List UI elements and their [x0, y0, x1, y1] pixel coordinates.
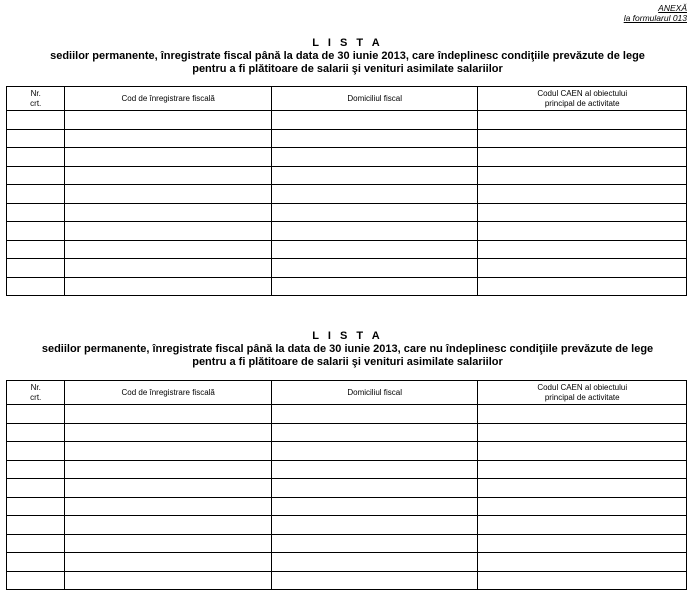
cell-domiciliu[interactable] [271, 405, 478, 424]
header-caen [478, 381, 687, 405]
cell-nr-crt[interactable] [7, 571, 65, 590]
table-row [7, 129, 687, 148]
cell-domiciliu[interactable] [271, 516, 478, 535]
cell-cif[interactable] [65, 405, 272, 424]
table-row [7, 240, 687, 259]
cell-cif[interactable] [65, 553, 272, 572]
table-row [7, 277, 687, 296]
list2-title: L I S T A [312, 330, 383, 342]
cell-caen[interactable] [478, 516, 687, 535]
cell-caen[interactable] [478, 553, 687, 572]
table-row [7, 111, 687, 130]
cell-cif[interactable] [65, 534, 272, 553]
header-domiciliu: Domiciliul fiscal [271, 381, 478, 405]
cell-cif[interactable] [65, 185, 272, 204]
cell-domiciliu[interactable] [271, 259, 478, 278]
cell-caen[interactable] [478, 460, 687, 479]
cell-caen[interactable] [478, 571, 687, 590]
cell-domiciliu[interactable] [271, 222, 478, 241]
cell-domiciliu[interactable] [271, 129, 478, 148]
cell-domiciliu[interactable] [271, 497, 478, 516]
cell-nr-crt[interactable] [7, 277, 65, 296]
list2-header-row [7, 381, 687, 405]
cell-caen[interactable] [478, 405, 687, 424]
header-caen-line2: principal de activitate [544, 98, 620, 108]
cell-nr-crt[interactable] [7, 240, 65, 259]
cell-cif[interactable] [65, 571, 272, 590]
header-cif: Cod de înregistrare fiscală [65, 87, 272, 111]
header-nr-line1: Nr. [30, 88, 41, 98]
table-row [7, 534, 687, 553]
header-nr-line1: Nr. [30, 382, 41, 392]
list2-table [6, 380, 687, 590]
header-nr-crt [7, 87, 65, 111]
cell-caen[interactable] [478, 497, 687, 516]
table-row [7, 516, 687, 535]
cell-caen[interactable] [478, 185, 687, 204]
table-row [7, 479, 687, 498]
cell-domiciliu[interactable] [271, 534, 478, 553]
list2-body [7, 405, 687, 590]
cell-domiciliu[interactable] [271, 111, 478, 130]
cell-nr-crt[interactable] [7, 148, 65, 167]
table-row [7, 166, 687, 185]
table-row [7, 203, 687, 222]
header-caen [478, 87, 687, 111]
table-row [7, 148, 687, 167]
cell-cif[interactable] [65, 277, 272, 296]
cell-domiciliu[interactable] [271, 277, 478, 296]
cell-domiciliu[interactable] [271, 240, 478, 259]
cell-nr-crt[interactable] [7, 185, 65, 204]
cell-nr-crt[interactable] [7, 497, 65, 516]
cell-domiciliu[interactable] [271, 148, 478, 167]
list2-description-line2: pentru a fi plătitoare de salarii şi venituri asimilate salariilor [192, 356, 503, 368]
header-caen-line1: Codul CAEN al obiectului [537, 88, 628, 98]
cell-nr-crt[interactable] [7, 166, 65, 185]
cell-cif[interactable] [65, 111, 272, 130]
cell-caen[interactable] [478, 259, 687, 278]
cell-domiciliu[interactable] [271, 166, 478, 185]
cell-caen[interactable] [478, 479, 687, 498]
cell-nr-crt[interactable] [7, 534, 65, 553]
cell-domiciliu[interactable] [271, 423, 478, 442]
cell-cif[interactable] [65, 259, 272, 278]
cell-domiciliu[interactable] [271, 203, 478, 222]
cell-domiciliu[interactable] [271, 479, 478, 498]
cell-domiciliu[interactable] [271, 553, 478, 572]
table-row [7, 259, 687, 278]
cell-cif[interactable] [65, 166, 272, 185]
cell-cif[interactable] [65, 479, 272, 498]
list2-description-line1: sediilor permanente, înregistrate fiscal până la data de 30 iunie 2013, care nu îndeplinesc condiţiile prevăzute de lege [41, 343, 654, 355]
cell-nr-crt[interactable] [7, 423, 65, 442]
table-row [7, 405, 687, 424]
header-nr-crt [7, 381, 65, 405]
cell-cif[interactable] [65, 460, 272, 479]
cell-nr-crt[interactable] [7, 442, 65, 461]
cell-cif[interactable] [65, 129, 272, 148]
list1-heading [0, 37, 695, 76]
table-row [7, 460, 687, 479]
cell-nr-crt[interactable] [7, 222, 65, 241]
cell-caen[interactable] [478, 148, 687, 167]
cell-cif[interactable] [65, 516, 272, 535]
cell-cif[interactable] [65, 148, 272, 167]
list1-table [6, 86, 687, 296]
header-domiciliu: Domiciliul fiscal [271, 87, 478, 111]
cell-caen[interactable] [478, 534, 687, 553]
list1-body [7, 111, 687, 296]
list1-title: L I S T A [312, 37, 383, 49]
cell-cif[interactable] [65, 423, 272, 442]
cell-nr-crt[interactable] [7, 203, 65, 222]
table-row [7, 442, 687, 461]
cell-nr-crt[interactable] [7, 553, 65, 572]
cell-caen[interactable] [478, 166, 687, 185]
table-row [7, 571, 687, 590]
header-nr-line2: crt. [30, 392, 42, 402]
table-row [7, 553, 687, 572]
cell-domiciliu[interactable] [271, 185, 478, 204]
cell-domiciliu[interactable] [271, 571, 478, 590]
annex-label [624, 3, 687, 23]
cell-cif[interactable] [65, 203, 272, 222]
table-row [7, 222, 687, 241]
cell-nr-crt[interactable] [7, 460, 65, 479]
cell-cif[interactable] [65, 442, 272, 461]
annex-subtitle: la formularul 013 [623, 13, 687, 23]
cell-cif[interactable] [65, 240, 272, 259]
cell-caen[interactable] [478, 222, 687, 241]
cell-caen[interactable] [478, 240, 687, 259]
cell-caen[interactable] [478, 203, 687, 222]
table-row [7, 423, 687, 442]
cell-nr-crt[interactable] [7, 129, 65, 148]
table-row [7, 185, 687, 204]
list1-description-line1: sediilor permanente, înregistrate fiscal până la data de 30 iunie 2013, care îndeplinesc condiţiile prevăzute de lege [50, 50, 645, 62]
cell-caen[interactable] [478, 129, 687, 148]
cell-nr-crt[interactable] [7, 479, 65, 498]
header-nr-line2: crt. [30, 98, 42, 108]
annex-title: ANEXĂ [658, 3, 687, 13]
cell-nr-crt[interactable] [7, 259, 65, 278]
cell-caen[interactable] [478, 111, 687, 130]
cell-domiciliu[interactable] [271, 442, 478, 461]
cell-cif[interactable] [65, 222, 272, 241]
cell-nr-crt[interactable] [7, 405, 65, 424]
header-caen-line1: Codul CAEN al obiectului [537, 382, 628, 392]
cell-caen[interactable] [478, 442, 687, 461]
cell-nr-crt[interactable] [7, 516, 65, 535]
cell-nr-crt[interactable] [7, 111, 65, 130]
list1-description-line2: pentru a fi plătitoare de salarii şi venituri asimilate salariilor [192, 63, 503, 75]
cell-caen[interactable] [478, 277, 687, 296]
table-row [7, 497, 687, 516]
header-caen-line2: principal de activitate [544, 392, 620, 402]
header-cif: Cod de înregistrare fiscală [65, 381, 272, 405]
list2-heading [0, 330, 695, 369]
list1-header-row [7, 87, 687, 111]
cell-caen[interactable] [478, 423, 687, 442]
cell-cif[interactable] [65, 497, 272, 516]
cell-domiciliu[interactable] [271, 460, 478, 479]
